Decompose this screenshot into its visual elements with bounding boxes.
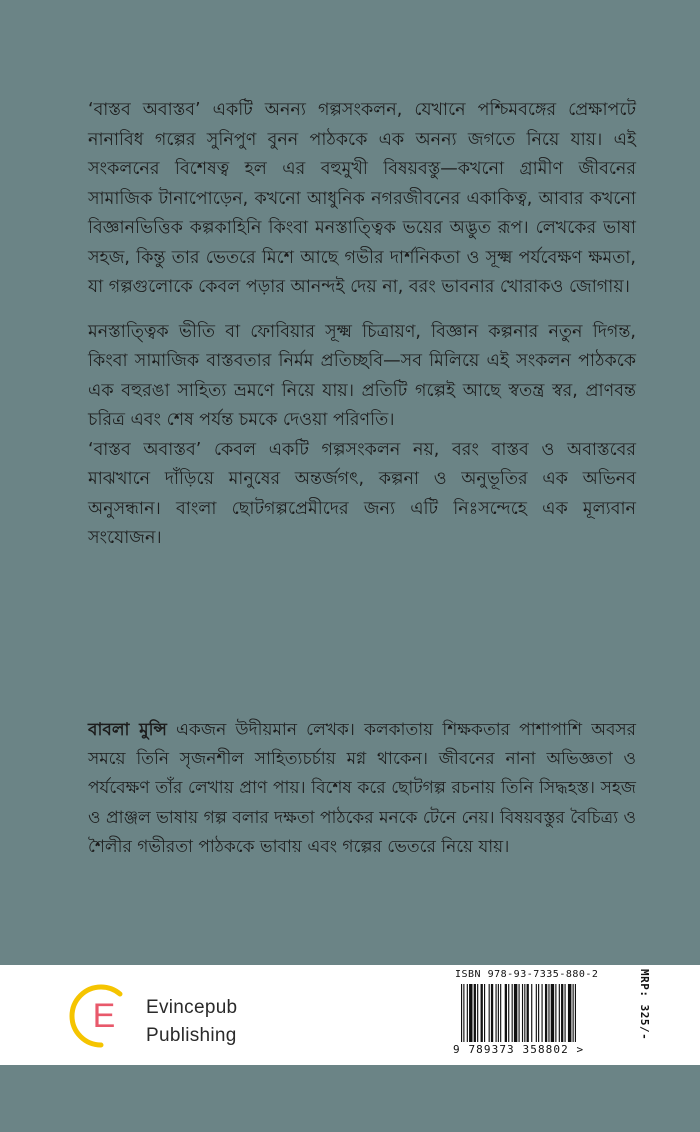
barcode-bar [514, 984, 517, 1042]
barcode-bar [551, 984, 554, 1042]
barcode-bar [491, 984, 493, 1042]
barcode-bar [545, 984, 547, 1042]
barcode-bar [498, 984, 499, 1042]
barcode-bar [463, 984, 464, 1042]
barcode-bar [469, 984, 472, 1042]
barcode-bar [568, 984, 571, 1042]
isbn-label: ISBN 978-93-7335-880-2 [455, 969, 599, 980]
barcode-bar [481, 984, 483, 1042]
barcode-bar [573, 984, 574, 1042]
isbn-digits: 9 789373 358802 > [453, 1043, 585, 1056]
publisher-logo [68, 983, 268, 1053]
barcode-bar [508, 984, 509, 1042]
logo-letter: E [92, 997, 116, 1035]
barcode-bar [522, 984, 523, 1042]
barcode-bars [461, 984, 623, 1042]
barcode-bar [555, 984, 556, 1042]
evincepub-logo-icon [68, 983, 134, 1049]
publisher-name-sub: Publishing [146, 1025, 237, 1046]
barcode-bar [575, 984, 576, 1042]
mrp-label: MRP: 325/- [638, 969, 651, 1041]
barcode-bar [496, 984, 497, 1042]
publisher-name: Evincepub [146, 997, 238, 1018]
barcode-bar [565, 984, 566, 1042]
isbn-barcode [453, 969, 653, 1061]
barcode-bar [559, 984, 560, 1042]
barcode-bar [477, 984, 478, 1042]
barcode-bar [467, 984, 468, 1042]
barcode-bar [484, 984, 485, 1042]
barcode-bar [527, 984, 529, 1042]
book-blurb [88, 96, 636, 554]
barcode-bar [474, 984, 476, 1042]
barcode-bar [548, 984, 549, 1042]
author-bio [88, 716, 636, 862]
blurb-paragraph-3: ‘বাস্তব অবাস্তব’ কেবল একটি গল্পসংকলন নয়, বরং বাস্তব ও অবাস্তবের মাঝখানে দাঁড়িয়ে মানুষের অন্তর্জগৎ, কল্পনা ও অনুভূতির এক অভিনব অনুসন্ধান। বাংলা ছোটগল্পপ্রেমীদের জন্য এটি নিঃসন্দেহে এক মূল্যবান সংযোজন। [88, 439, 636, 548]
barcode-bar [505, 984, 507, 1042]
blurb-paragraph-1: ‘বাস্তব অবাস্তব’ একটি অনন্য গল্পসংকলন, যেখানে পশ্চিমবঙ্গের প্রেক্ষাপটে নানাবিধ গল্পের সুনিপুণ বুনন পাঠককে এক অনন্য জগতে নিয়ে যায়। এই সংকলনের বিশেষত্ব হল এর বহুমুখী বিষয়বস্তু—কখনো গ্রামীণ জীবনের সামাজিক টানাপোড়েন, কখনো আধুনিক নগরজীবনের একাকিত্ব, আবার কখনো বিজ্ঞানভিত্তিক কল্পকাহিনি কিংবা মনস্তাত্ত্বিক ভয়ের অদ্ভুত রূপ। লেখকের ভাষা সহজ, কিন্তু তার ভেতরে মিশে আছে গভীর দার্শনিকতা ও সূক্ষ্ম পর্যবেক্ষণ ক্ষমতা, যা গল্পগুলোকে কেবল পড়ার আনন্দই দেয় না, বরং ভাবনার খোরাকও জোগায়। [88, 100, 636, 297]
barcode-bar [519, 984, 520, 1042]
blurb-paragraph-2: মনস্তাত্ত্বিক ভীতি বা ফোবিয়ার সূক্ষ্ম চিত্রায়ণ, বিজ্ঞান কল্পনার নতুন দিগন্ত, কিংবা সামাজিক বাস্তবতার নির্মম প্রতিচ্ছবি—সব মিলিয়ে এই সংকলন পাঠককে এক বহুরঙা সাহিত্য ভ্রমণে নিয়ে যায়। প্রতিটি গল্পেই আছে স্বতন্ত্র স্বর, প্রাণবন্ত চরিত্র এবং শেষ পর্যন্ত চমকে দেওয়া পরিণতি। [88, 321, 636, 430]
barcode-bar [524, 984, 525, 1042]
barcode-bar [561, 984, 563, 1042]
barcode-bar [461, 984, 462, 1042]
barcode-bar [542, 984, 543, 1042]
barcode-bar [512, 984, 513, 1042]
barcode-bar [536, 984, 537, 1042]
barcode-bar [489, 984, 490, 1042]
barcode-bar [538, 984, 539, 1042]
author-name: বাবলা মুন্সি [88, 720, 167, 740]
barcode-bar [500, 984, 501, 1042]
barcode-bar [531, 984, 532, 1042]
author-bio-text: একজন উদীয়মান লেখক। কলকাতায় শিক্ষকতার পাশাপাশি অবসর সময়ে তিনি সৃজনশীল সাহিত্যচর্চায় মগ্ন থাকেন। জীবনের নানা অভিজ্ঞতা ও পর্যবেক্ষণ তাঁর লেখায় প্রাণ পায়। বিশেষ করে ছোটগল্প রচনায় তিনি সিদ্ধহস্ত। সহজ ও প্রাঞ্জল ভাষায় গল্প বলার দক্ষতা পাঠকের মনকে টেনে নেয়। বিষয়বস্তুর বৈচিত্র্য ও শৈলীর গভীরতা পাঠককে ভাবায় এবং গল্পের ভেতরে নিয়ে যায়। [88, 720, 636, 857]
publisher-band [0, 965, 700, 1065]
